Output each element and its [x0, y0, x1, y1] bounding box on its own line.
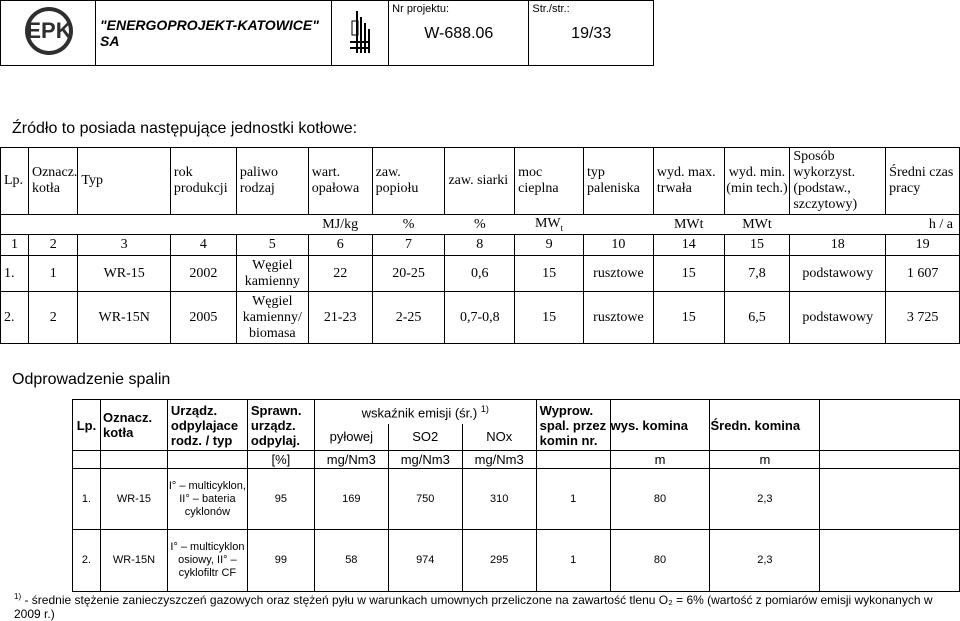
- flue-cell-oznacz: WR-15: [100, 469, 167, 530]
- cell-popiol: 20-25: [372, 256, 445, 292]
- footnote-text: - średnie stężenie zanieczyszczeń gazowych oraz stężeń pyłu w warunkach umownych przeliczone na zawartość tlenu O₂ = 6% (wartość z pomiarów emisji wykonanych w 2009 r.): [14, 593, 933, 621]
- cell-rok: 2005: [170, 292, 236, 344]
- flue-cell-wys: 80: [610, 530, 710, 592]
- cell-paliwo: Węgiel kamienny: [236, 256, 308, 292]
- project-cell: [389, 1, 529, 66]
- flue-col-sprawn: Sprawn. urządz. odpylaj.: [247, 400, 314, 451]
- flue-unit-wys: m: [610, 451, 710, 469]
- num-cell: 1: [1, 235, 29, 256]
- boilers-header-row: [1, 148, 960, 215]
- boilers-heading: Źródło to posiada następujące jednostki kotłowe:: [12, 120, 358, 137]
- col-oznacz: Oznacz. kotła: [28, 148, 77, 215]
- company-name: "ENERGOPROJEKT-KATOWICE" SA: [100, 17, 319, 49]
- cell-popiol: 2-25: [372, 292, 445, 344]
- num-cell: 15: [724, 235, 790, 256]
- cell-oznacz: 2: [28, 292, 77, 344]
- page-cell: [529, 1, 654, 66]
- flue-cell-so2: 750: [388, 469, 462, 530]
- flue-col-urzadz: Urządz. odpylajace rodz. / typ: [167, 400, 247, 451]
- logo-cell: [1, 1, 96, 66]
- footnote-mark: 1): [14, 592, 22, 601]
- flue-cell-komin: 1: [536, 469, 610, 530]
- project-number: W-688.06: [424, 25, 494, 42]
- num-cell: 9: [515, 235, 584, 256]
- page-number: 19/33: [571, 25, 612, 42]
- cell-oznacz: 1: [28, 256, 77, 292]
- cell-typ: WR-15N: [78, 292, 171, 344]
- cell-palenisko: rusztowe: [583, 292, 653, 344]
- cell-wyd-max: 15: [653, 292, 724, 344]
- flue-col-lp: Lp.: [73, 400, 101, 451]
- flue-col-oznacz: Oznacz. kotła: [100, 400, 167, 451]
- cell-sposob: podstawowy: [790, 256, 886, 292]
- num-cell: 6: [308, 235, 372, 256]
- flue-units-row: [73, 451, 960, 469]
- unit-pct-ash: %: [372, 215, 445, 235]
- project-label: Nr projektu:: [392, 3, 450, 15]
- flue-cell-sprawn: 95: [247, 469, 314, 530]
- flue-cell-lp: 2.: [73, 530, 101, 592]
- num-cell: 18: [790, 235, 886, 256]
- flue-cell-oznacz: WR-15N: [100, 530, 167, 592]
- flue-cell-sprawn: 99: [247, 530, 314, 592]
- col-paliwo: paliwo rodzaj: [236, 148, 308, 215]
- flue-unit-pct: [%]: [247, 451, 314, 469]
- unit-mwt-max: MWt: [653, 215, 724, 235]
- num-cell: 5: [236, 235, 308, 256]
- cell-wart: 22: [308, 256, 372, 292]
- cell-moc: 15: [515, 256, 584, 292]
- num-cell: 8: [445, 235, 515, 256]
- flue-col-wys: wys. komina: [610, 400, 710, 451]
- footnote: [14, 590, 944, 621]
- col-wyd-min: wyd. min. (min tech.): [724, 148, 790, 215]
- flue-table: [72, 399, 960, 592]
- table-row: [73, 530, 960, 592]
- cell-lp: 2.: [1, 292, 29, 344]
- flue-cell-pyl: 58: [314, 530, 388, 592]
- col-sposob: Sposób wykorzyst. (podstaw., szczytowy): [790, 148, 886, 215]
- num-cell: 19: [886, 235, 960, 256]
- num-cell: 4: [170, 235, 236, 256]
- emblem-cell: [332, 1, 389, 66]
- col-siarka: zaw. siarki: [445, 148, 515, 215]
- unit-mw: $MW_t$: [515, 215, 584, 235]
- unit-pct-sulfur: %: [445, 215, 515, 235]
- col-czas: Średni czas pracy: [886, 148, 960, 215]
- cell-czas: 1 607: [886, 256, 960, 292]
- flue-cell-sred: 2,3: [710, 469, 820, 530]
- flue-cell-so2: 974: [388, 530, 462, 592]
- flue-cell-urzadz: I° – multicyklon, II° – bateria cyklonów: [167, 469, 247, 530]
- flue-cell-lp: 1.: [73, 469, 101, 530]
- col-moc: moc cieplna: [515, 148, 584, 215]
- unit-mjkg: MJ/kg: [308, 215, 372, 235]
- num-cell: 7: [372, 235, 445, 256]
- col-palenisko: typ paleniska: [583, 148, 653, 215]
- cell-wyd-max: 15: [653, 256, 724, 292]
- cell-rok: 2002: [170, 256, 236, 292]
- flue-cell-pyl: 169: [314, 469, 388, 530]
- cell-sposob: podstawowy: [790, 292, 886, 344]
- flue-col-so2: SO2: [388, 424, 462, 451]
- unit-ha: h / a: [886, 215, 960, 235]
- flue-cell-wys: 80: [610, 469, 710, 530]
- cell-wyd-min: 7,8: [724, 256, 790, 292]
- cell-typ: WR-15: [78, 256, 171, 292]
- cell-paliwo: Węgiel kamienny/ biomasa: [236, 292, 308, 344]
- col-rok: rok produkcji: [170, 148, 236, 215]
- cell-czas: 3 725: [886, 292, 960, 344]
- num-cell: 3: [78, 235, 171, 256]
- flue-unit-sred: m: [710, 451, 820, 469]
- cell-wyd-min: 6,5: [724, 292, 790, 344]
- flue-cell-komin: 1: [536, 530, 610, 592]
- flue-col-wyprow: Wyprow. spal. przez komin nr.: [536, 400, 610, 451]
- num-cell: 14: [653, 235, 724, 256]
- col-typ: Typ: [78, 148, 171, 215]
- flue-col-wskaznik: wskaźnik emisji (śr.) $^{1)}$: [314, 400, 536, 424]
- flue-col-sred: Średn. komina: [710, 400, 820, 451]
- flue-col-pyl: pyłowej: [314, 424, 388, 451]
- flue-cell-sred: 2,3: [710, 530, 820, 592]
- logo-text: EPK: [26, 18, 72, 43]
- cell-lp: 1.: [1, 256, 29, 292]
- col-wart: wart. opałowa: [308, 148, 372, 215]
- emblem-icon: [332, 1, 388, 62]
- flue-heading: Odprowadzenie spalin: [12, 371, 171, 388]
- boilers-number-row: [1, 235, 960, 256]
- col-wyd-max: wyd. max. trwała: [653, 148, 724, 215]
- num-cell: 10: [583, 235, 653, 256]
- table-row: [1, 292, 960, 344]
- table-row: [1, 256, 960, 292]
- flue-cell-urzadz: I° – multicyklon osiowy, II° – cyklofiltr CF: [167, 530, 247, 592]
- unit-mwt-min: MWt: [724, 215, 790, 235]
- flue-col-nox: NOx: [462, 424, 536, 451]
- cell-siarka: 0,6: [445, 256, 515, 292]
- cell-palenisko: rusztowe: [583, 256, 653, 292]
- table-row: [73, 469, 960, 530]
- cell-moc: 15: [515, 292, 584, 344]
- num-cell: 2: [28, 235, 77, 256]
- flue-cell-nox: 310: [462, 469, 536, 530]
- flue-header-row: [73, 400, 960, 424]
- epk-logo: [1, 1, 95, 62]
- flue-unit-so2: mg/Nm3: [388, 451, 462, 469]
- company-cell: [96, 1, 332, 66]
- flue-unit-nox: mg/Nm3: [462, 451, 536, 469]
- boilers-units-row: [1, 215, 960, 235]
- page-label: Str./str.:: [532, 3, 570, 15]
- flue-cell-nox: 295: [462, 530, 536, 592]
- boilers-table: [0, 147, 960, 344]
- flue-unit-pyl: mg/Nm3: [314, 451, 388, 469]
- cell-siarka: 0,7-0,8: [445, 292, 515, 344]
- col-popiol: zaw. popiołu: [372, 148, 445, 215]
- document-header: [0, 0, 654, 66]
- col-lp: Lp.: [1, 148, 29, 215]
- cell-wart: 21-23: [308, 292, 372, 344]
